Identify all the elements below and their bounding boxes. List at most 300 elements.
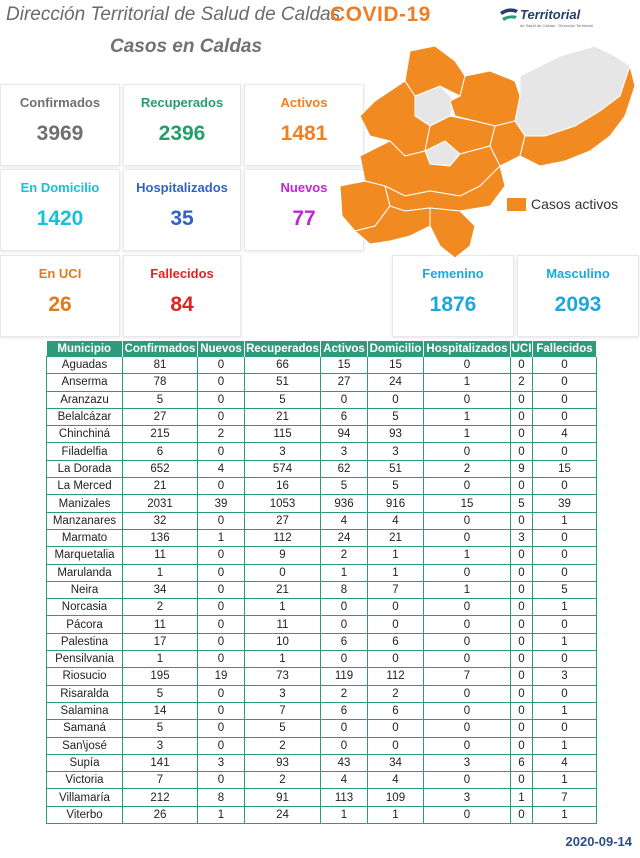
table-cell: 2	[424, 460, 511, 477]
municipio-cell: Marulanda	[47, 564, 123, 581]
table-cell: 19	[198, 668, 245, 685]
table-body	[47, 357, 597, 824]
table-row	[47, 616, 597, 633]
caldas-map	[330, 36, 640, 266]
table-row	[47, 668, 597, 685]
municipio-cell: Marmato	[47, 529, 123, 546]
table-cell: 3	[424, 754, 511, 771]
table-cell: 4	[533, 426, 597, 443]
table-cell: 2	[245, 772, 321, 789]
table-cell: 2	[321, 685, 368, 702]
territorial-logo	[498, 3, 638, 33]
table-cell: 16	[245, 478, 321, 495]
card-label: Confirmados	[19, 95, 101, 110]
table-cell: 113	[321, 789, 368, 806]
table-cell: 0	[424, 702, 511, 719]
table-cell: 10	[245, 633, 321, 650]
table-cell: 0	[198, 408, 245, 425]
table-cell: 215	[123, 426, 198, 443]
table-cell: 0	[424, 806, 511, 823]
table-cell: 4	[533, 754, 597, 771]
table-cell: 0	[511, 478, 533, 495]
table-cell: 2	[245, 737, 321, 754]
table-cell: 51	[368, 460, 424, 477]
municipio-cell: Manzanares	[47, 512, 123, 529]
table-cell: 0	[511, 806, 533, 823]
table-cell: 0	[511, 737, 533, 754]
table-cell: 0	[533, 547, 597, 564]
column-header: Fallecidos	[533, 341, 597, 357]
municipio-cell: Samaná	[47, 720, 123, 737]
table-row	[47, 495, 597, 512]
table-cell: 1	[123, 564, 198, 581]
table-row	[47, 633, 597, 650]
table-cell: 8	[321, 581, 368, 598]
municipio-cell: Supía	[47, 754, 123, 771]
table-cell: 0	[533, 374, 597, 391]
table-cell: 0	[368, 720, 424, 737]
municipio-cell: Manizales	[47, 495, 123, 512]
municipio-cell: Marquetalia	[47, 547, 123, 564]
table-row	[47, 374, 597, 391]
table-row	[47, 460, 597, 477]
table-cell: 136	[123, 529, 198, 546]
municipio-cell: Filadelfia	[47, 443, 123, 460]
card-label: Nuevos	[280, 180, 328, 195]
table-header-row	[47, 341, 597, 357]
table-cell: 0	[424, 633, 511, 650]
table-cell: 0	[533, 357, 597, 374]
card-en-uci	[0, 255, 120, 337]
table-cell: 1	[368, 547, 424, 564]
card-fallecidos	[123, 255, 241, 337]
logo-icon	[498, 6, 520, 28]
table-cell: 1	[123, 651, 198, 668]
column-header: Domicilio	[368, 341, 424, 357]
table-row	[47, 720, 597, 737]
table-cell: 0	[511, 391, 533, 408]
page-title: Dirección Territorial de Salud de Caldas	[6, 4, 341, 25]
municipio-cell: Anserma	[47, 374, 123, 391]
table-cell: 0	[533, 391, 597, 408]
table-cell: 5	[245, 720, 321, 737]
table-cell: 0	[198, 564, 245, 581]
column-header: Municipio	[47, 341, 123, 357]
table-cell: 1	[245, 651, 321, 668]
table-cell: 0	[321, 616, 368, 633]
table-cell: 0	[424, 651, 511, 668]
table-cell: 0	[424, 357, 511, 374]
table-cell: 0	[198, 616, 245, 633]
table-cell: 1	[424, 426, 511, 443]
card-label: En UCI	[38, 266, 82, 281]
table-cell: 3	[198, 754, 245, 771]
municipio-cell: La Merced	[47, 478, 123, 495]
table-cell: 11	[123, 547, 198, 564]
table-cell: 0	[511, 772, 533, 789]
table-cell: 1	[533, 512, 597, 529]
table-cell: 21	[245, 581, 321, 598]
table-cell: 21	[245, 408, 321, 425]
table-cell: 0	[321, 391, 368, 408]
table-cell: 4	[321, 512, 368, 529]
municipio-cell: Belalcázar	[47, 408, 123, 425]
table-cell: 0	[198, 512, 245, 529]
table-cell: 4	[368, 772, 424, 789]
column-header: Confirmados	[123, 341, 198, 357]
table-cell: 3	[245, 443, 321, 460]
table-cell: 6	[511, 754, 533, 771]
table-cell: 0	[533, 529, 597, 546]
table-cell: 0	[321, 599, 368, 616]
table-cell: 24	[321, 529, 368, 546]
card-recuperados	[123, 84, 241, 166]
table-cell: 7	[245, 702, 321, 719]
table-cell: 0	[533, 443, 597, 460]
table-cell: 0	[424, 443, 511, 460]
table-cell: 3	[511, 529, 533, 546]
table-cell: 0	[511, 702, 533, 719]
table-cell: 1	[424, 581, 511, 598]
table-cell: 3	[321, 443, 368, 460]
table-cell: 3	[368, 443, 424, 460]
table-cell: 6	[321, 702, 368, 719]
card-hospitalizados	[123, 169, 241, 251]
table-cell: 1	[321, 806, 368, 823]
table-cell: 0	[424, 529, 511, 546]
table-row	[47, 512, 597, 529]
table-cell: 15	[533, 460, 597, 477]
table-cell: 0	[198, 651, 245, 668]
table-cell: 0	[511, 512, 533, 529]
table-cell: 0	[511, 599, 533, 616]
table-cell: 81	[123, 357, 198, 374]
table-cell: 1	[368, 806, 424, 823]
municipio-cell: Palestina	[47, 633, 123, 650]
table-cell: 109	[368, 789, 424, 806]
table-cell: 0	[198, 685, 245, 702]
table-cell: 2	[198, 426, 245, 443]
card-value: 2093	[554, 293, 602, 316]
municipio-table	[46, 341, 596, 824]
table-cell: 0	[321, 651, 368, 668]
table-cell: 39	[533, 495, 597, 512]
card-value: 1420	[36, 207, 84, 230]
table-cell: 1	[198, 806, 245, 823]
table-row	[47, 426, 597, 443]
table-cell: 0	[533, 616, 597, 633]
table-cell: 5	[123, 391, 198, 408]
municipio-cell: Victoria	[47, 772, 123, 789]
table-cell: 1	[533, 772, 597, 789]
table-cell: 0	[198, 357, 245, 374]
card-value: 3969	[36, 122, 84, 145]
map-region-active	[430, 208, 475, 258]
municipio-cell: Aranzazu	[47, 391, 123, 408]
municipio-cell: San\josé	[47, 737, 123, 754]
table-row	[47, 685, 597, 702]
card-value: 77	[292, 207, 316, 230]
card-label: Femenino	[422, 266, 484, 281]
table-cell: 652	[123, 460, 198, 477]
table-cell: 0	[424, 391, 511, 408]
table-cell: 0	[511, 408, 533, 425]
table-cell: 119	[321, 668, 368, 685]
table-cell: 0	[245, 564, 321, 581]
table-cell: 0	[198, 720, 245, 737]
table-cell: 0	[511, 616, 533, 633]
table-cell: 0	[424, 478, 511, 495]
table-cell: 1	[245, 599, 321, 616]
table-cell: 0	[511, 426, 533, 443]
table-cell: 2	[511, 374, 533, 391]
table-row	[47, 754, 597, 771]
table-row	[47, 408, 597, 425]
municipio-cell: Chinchiná	[47, 426, 123, 443]
table-cell: 1	[533, 599, 597, 616]
covid-label: COVID-19	[330, 3, 431, 26]
table-cell: 2	[123, 599, 198, 616]
legend-swatch	[507, 198, 526, 211]
municipio-cell: Pensilvania	[47, 651, 123, 668]
table-row	[47, 357, 597, 374]
map-region-active	[405, 46, 465, 96]
table-cell: 9	[511, 460, 533, 477]
table-cell: 0	[198, 581, 245, 598]
card-label: Activos	[280, 95, 328, 110]
table-cell: 0	[511, 651, 533, 668]
table-row	[47, 581, 597, 598]
table-cell: 0	[511, 443, 533, 460]
table-cell: 0	[198, 374, 245, 391]
table-cell: 24	[245, 806, 321, 823]
table-cell: 7	[123, 772, 198, 789]
table-cell: 141	[123, 754, 198, 771]
table-cell: 1	[321, 564, 368, 581]
table-cell: 1	[511, 789, 533, 806]
table-cell: 93	[368, 426, 424, 443]
table-cell: 8	[198, 789, 245, 806]
table-cell: 916	[368, 495, 424, 512]
card-value: 1481	[280, 122, 328, 145]
table-cell: 21	[123, 478, 198, 495]
table-cell: 0	[511, 720, 533, 737]
table-cell: 0	[511, 357, 533, 374]
table-row	[47, 651, 597, 668]
table-cell: 1	[424, 408, 511, 425]
card-label: Hospitalizados	[136, 180, 228, 195]
table-cell: 112	[368, 668, 424, 685]
table-cell: 0	[368, 737, 424, 754]
municipio-cell: Risaralda	[47, 685, 123, 702]
card-label: Recuperados	[140, 95, 224, 110]
table-cell: 0	[511, 564, 533, 581]
table-cell: 0	[424, 512, 511, 529]
table-cell: 0	[533, 651, 597, 668]
table-cell: 51	[245, 374, 321, 391]
table-cell: 5	[123, 720, 198, 737]
table-cell: 5	[245, 391, 321, 408]
table-cell: 15	[368, 357, 424, 374]
table-cell: 34	[368, 754, 424, 771]
table-cell: 1	[198, 529, 245, 546]
table-cell: 936	[321, 495, 368, 512]
table-cell: 0	[424, 616, 511, 633]
municipio-cell: Aguadas	[47, 357, 123, 374]
table-cell: 3	[245, 685, 321, 702]
table-cell: 24	[368, 374, 424, 391]
table-cell: 0	[424, 720, 511, 737]
table-cell: 5	[123, 685, 198, 702]
table-row	[47, 599, 597, 616]
table-cell: 0	[511, 547, 533, 564]
table-cell: 78	[123, 374, 198, 391]
table-row	[47, 789, 597, 806]
table-row	[47, 806, 597, 823]
table-cell: 2031	[123, 495, 198, 512]
table-cell: 6	[368, 702, 424, 719]
table-row	[47, 564, 597, 581]
table-cell: 0	[321, 737, 368, 754]
table-cell: 1	[533, 702, 597, 719]
card-value: 84	[170, 293, 194, 316]
table-cell: 5	[368, 408, 424, 425]
municipio-cell: Riosucio	[47, 668, 123, 685]
table-cell: 1	[533, 806, 597, 823]
municipio-cell: Neira	[47, 581, 123, 598]
table-cell: 6	[123, 443, 198, 460]
table-cell: 6	[368, 633, 424, 650]
table-row	[47, 737, 597, 754]
table-cell: 27	[321, 374, 368, 391]
table-cell: 21	[368, 529, 424, 546]
card-masculino	[517, 255, 639, 337]
card-femenino	[392, 255, 514, 337]
table-cell: 0	[368, 391, 424, 408]
table-cell: 5	[533, 581, 597, 598]
table-cell: 0	[533, 564, 597, 581]
table-cell: 0	[368, 599, 424, 616]
table-cell: 5	[368, 478, 424, 495]
section-subtitle: Casos en Caldas	[110, 36, 263, 57]
table-cell: 1	[368, 564, 424, 581]
column-header: UCI	[511, 342, 532, 355]
table-cell: 0	[511, 685, 533, 702]
table-row	[47, 702, 597, 719]
table-cell: 0	[533, 478, 597, 495]
table-cell: 0	[198, 633, 245, 650]
table-cell: 112	[245, 529, 321, 546]
table-cell: 1053	[245, 495, 321, 512]
table-cell: 0	[424, 685, 511, 702]
table-cell: 1	[533, 737, 597, 754]
table-cell: 0	[533, 685, 597, 702]
table-cell: 2	[368, 685, 424, 702]
table-cell: 2	[321, 547, 368, 564]
table-cell: 0	[198, 443, 245, 460]
table-cell: 0	[198, 391, 245, 408]
table-cell: 26	[123, 806, 198, 823]
table-cell: 0	[511, 668, 533, 685]
table-cell: 6	[321, 408, 368, 425]
table-cell: 4	[368, 512, 424, 529]
table-cell: 4	[321, 772, 368, 789]
card-en-domicilio	[0, 169, 120, 251]
table-cell: 32	[123, 512, 198, 529]
table-cell: 11	[245, 616, 321, 633]
table-cell: 66	[245, 357, 321, 374]
card-confirmados	[0, 84, 120, 166]
table-row	[47, 529, 597, 546]
table-cell: 0	[198, 599, 245, 616]
table-cell: 4	[198, 460, 245, 477]
table-cell: 9	[245, 547, 321, 564]
card-value: 26	[48, 293, 72, 316]
table-cell: 0	[424, 772, 511, 789]
table-cell: 0	[368, 616, 424, 633]
table-cell: 43	[321, 754, 368, 771]
table-cell: 3	[424, 789, 511, 806]
table-cell: 0	[198, 772, 245, 789]
card-label: Masculino	[546, 266, 610, 281]
table-cell: 0	[511, 633, 533, 650]
table-cell: 0	[198, 478, 245, 495]
table-cell: 0	[424, 737, 511, 754]
table-row	[47, 443, 597, 460]
table-cell: 93	[245, 754, 321, 771]
table-cell: 5	[511, 495, 533, 512]
table-cell: 15	[424, 495, 511, 512]
table-row	[47, 547, 597, 564]
table-cell: 115	[245, 426, 321, 443]
table-cell: 0	[198, 547, 245, 564]
table-cell: 7	[368, 581, 424, 598]
table-row	[47, 772, 597, 789]
municipio-cell: Viterbo	[47, 806, 123, 823]
card-value: 1876	[429, 293, 477, 316]
table-cell: 17	[123, 633, 198, 650]
municipio-cell: Villamaría	[47, 789, 123, 806]
table-cell: 0	[198, 702, 245, 719]
table-cell: 27	[245, 512, 321, 529]
table-cell: 73	[245, 668, 321, 685]
table-cell: 62	[321, 460, 368, 477]
table-cell: 0	[368, 651, 424, 668]
municipio-cell: Norcasia	[47, 599, 123, 616]
table-cell: 7	[424, 668, 511, 685]
card-label: En Domicilio	[20, 180, 100, 195]
municipio-cell: Pácora	[47, 616, 123, 633]
table-cell: 5	[321, 478, 368, 495]
report-date: 2020-09-14	[565, 834, 632, 849]
table-cell: 6	[321, 633, 368, 650]
legend-label: Casos activos	[531, 196, 619, 212]
table-cell: 3	[533, 668, 597, 685]
card-value: 2396	[158, 122, 206, 145]
table-cell: 0	[533, 408, 597, 425]
table-cell: 14	[123, 702, 198, 719]
table-cell: 0	[321, 720, 368, 737]
table-cell: 195	[123, 668, 198, 685]
table-cell: 1	[533, 633, 597, 650]
card-label: Fallecidos	[150, 266, 214, 281]
table-cell: 39	[198, 495, 245, 512]
table-row	[47, 391, 597, 408]
table-cell: 574	[245, 460, 321, 477]
table-cell: 94	[321, 426, 368, 443]
table-cell: 7	[533, 789, 597, 806]
table-cell: 34	[123, 581, 198, 598]
